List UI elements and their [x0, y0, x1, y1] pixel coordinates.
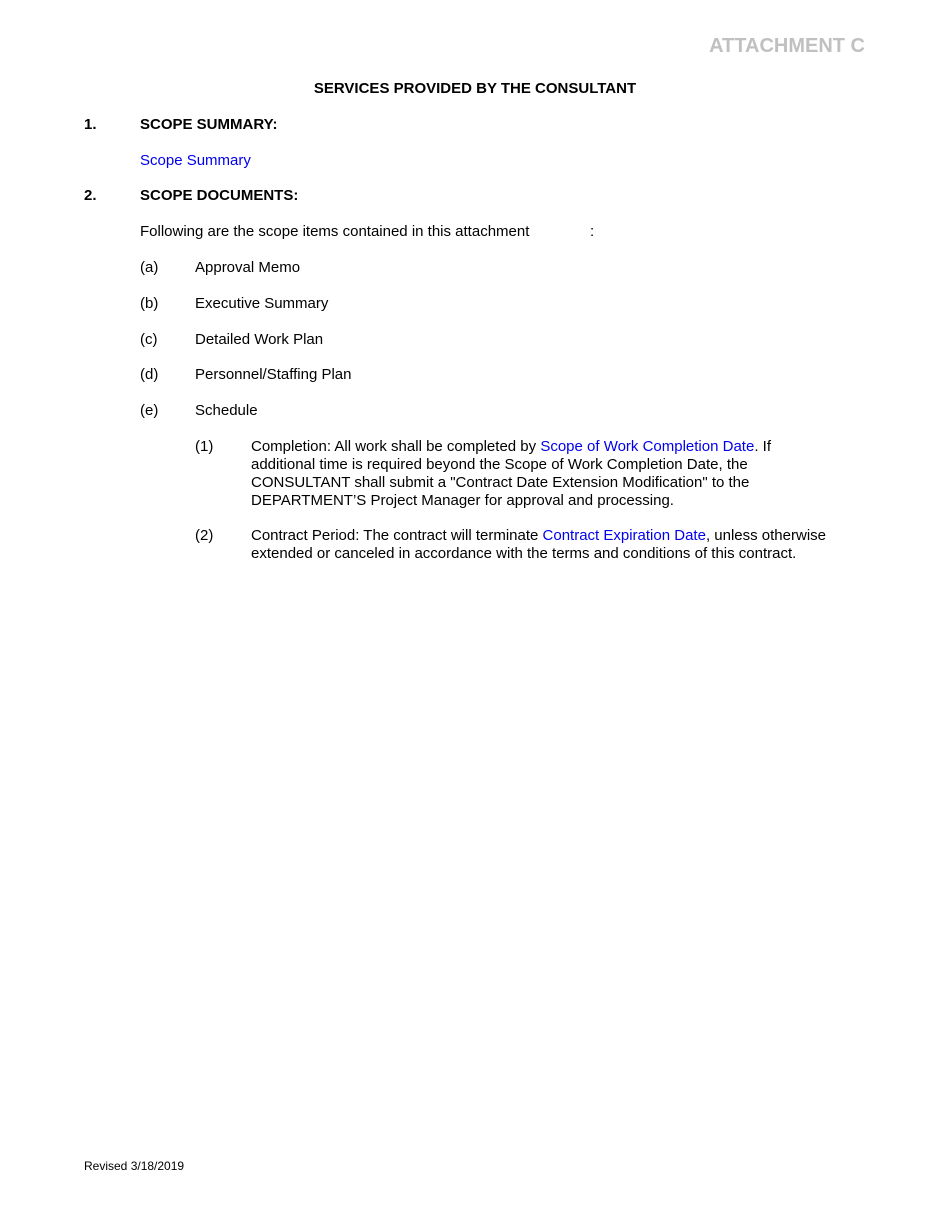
list-item-schedule: Schedule — [195, 402, 258, 419]
completion-text-after: . If additional time is required beyond the Scope of Work Completion Date, the CONSULTANT shall submit a "Contract Date Extension Modification" to the DEPARTMENT’S Project Manager for approval and processing. — [251, 438, 771, 509]
completion-paragraph — [251, 438, 816, 510]
attachment-label: ATTACHMENT C — [709, 35, 865, 57]
schedule-item-marker-1: (1) — [195, 438, 214, 455]
completion-date-field[interactable]: Scope of Work Completion Date — [540, 438, 755, 455]
contract-expiration-date-field[interactable]: Contract Expiration Date — [542, 527, 706, 544]
section-1-number: 1. — [84, 116, 97, 133]
section-2-number: 2. — [84, 187, 97, 204]
list-item-executive-summary: Executive Summary — [195, 295, 329, 312]
completion-text-before: Completion: All work shall be completed by — [251, 438, 541, 455]
section-1-heading: SCOPE SUMMARY: — [140, 116, 278, 133]
scope-items-intro-colon: : — [590, 223, 595, 240]
scope-items-intro: Following are the scope items contained in this attachment — [140, 223, 530, 240]
list-item-marker: (b) — [140, 295, 159, 312]
contract-period-paragraph — [251, 527, 866, 563]
list-item-marker: (a) — [140, 259, 159, 276]
list-item-detailed-work-plan: Detailed Work Plan — [195, 331, 324, 348]
schedule-item-marker-2: (2) — [195, 527, 214, 544]
list-item-approval-memo: Approval Memo — [195, 259, 301, 276]
scope-summary-field[interactable]: Scope Summary — [140, 152, 251, 169]
period-text-before: Contract Period: The contract will terminate — [251, 527, 543, 544]
revised-date-footer: Revised 3/18/2019 — [84, 1159, 185, 1173]
list-item-personnel-staffing-plan: Personnel/Staffing Plan — [195, 366, 352, 383]
period-text-after: , unless otherwise extended or canceled in accordance with the terms and conditions of this contract. — [251, 527, 826, 562]
document-title: SERVICES PROVIDED BY THE CONSULTANT — [313, 80, 637, 97]
section-2-heading: SCOPE DOCUMENTS: — [140, 187, 299, 204]
list-item-marker: (e) — [140, 402, 159, 419]
list-item-marker: (c) — [140, 331, 158, 348]
list-item-marker: (d) — [140, 366, 159, 383]
